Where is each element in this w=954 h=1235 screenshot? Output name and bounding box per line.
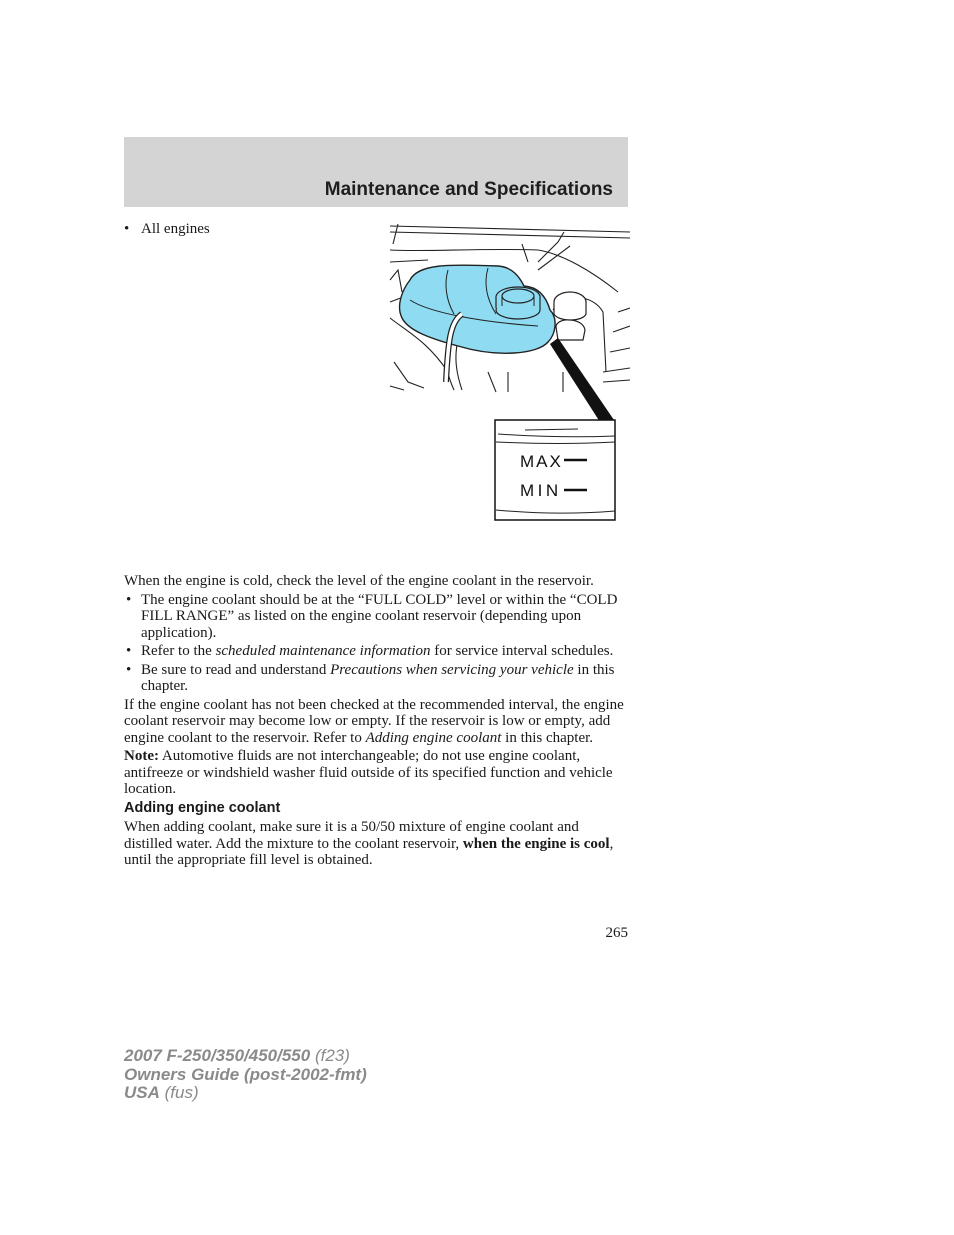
check-bullet-list (124, 592, 630, 695)
intro-paragraph: When the engine is cold, check the level of the engine coolant in the reservoir. (124, 573, 594, 589)
level-gauge-box (495, 420, 615, 520)
footer-region-line: USA (fus) (124, 1083, 199, 1102)
coolant-reservoir-illustration (388, 222, 630, 524)
note-label: Note: (124, 748, 159, 764)
page-number: 265 (605, 925, 628, 941)
reservoir-body (400, 265, 556, 382)
adding-coolant-paragraph: When adding coolant, make sure it is a 50/50 mixture of engine coolant and distilled water. Add the mixture to the coolant reservoir, when the engine is cool, until the appropriate fill level is obtained. (124, 819, 614, 868)
maintenance-reference: scheduled maintenance information (215, 643, 431, 659)
section-header-band (124, 137, 628, 207)
bullet-marker: • (124, 221, 130, 237)
engine-bullet-text: All engines (141, 221, 210, 237)
max-label: MAX (520, 452, 563, 471)
engine-bullet (124, 221, 210, 238)
list-item: • Be sure to read and understand Precautions when servicing your vehicle in this chapter. (124, 662, 630, 695)
low-reservoir-paragraph: If the engine coolant has not been checked at the recommended interval, the engine coolant reservoir may become low or empty. If the reservoir is low or empty, add engine coolant to the reservoir. Refer to Adding engine coolant in this chapter. (124, 696, 624, 746)
list-item: • Refer to the scheduled maintenance information for service interval schedules. (124, 643, 630, 660)
list-item: • The engine coolant should be at the “FULL COLD” level or within the “COLD FILL RANGE” as listed on the engine coolant reservoir (depending upon application). (124, 592, 630, 642)
secondary-cap (554, 292, 586, 340)
adding-coolant-reference: Adding engine coolant (365, 729, 502, 746)
min-label: MIN (520, 481, 562, 500)
note-paragraph: Note: Automotive fluids are not interchangeable; do not use engine coolant, antifreeze or windshield washer fluid outside of its specified function and vehicle location. (124, 748, 613, 797)
footer-guide-line: Owners Guide (post-2002-fmt) (124, 1064, 367, 1084)
footer-model-line: 2007 F-250/350/450/550 (f23) (124, 1046, 350, 1065)
precautions-reference: Precautions when servicing your vehicle (330, 661, 574, 678)
adding-coolant-heading: Adding engine coolant (124, 799, 281, 816)
document-footer (124, 1047, 367, 1103)
body-text (124, 573, 630, 871)
section-title: Maintenance and Specifications (324, 179, 613, 200)
cool-engine-emphasis: when the engine is cool (462, 835, 610, 852)
